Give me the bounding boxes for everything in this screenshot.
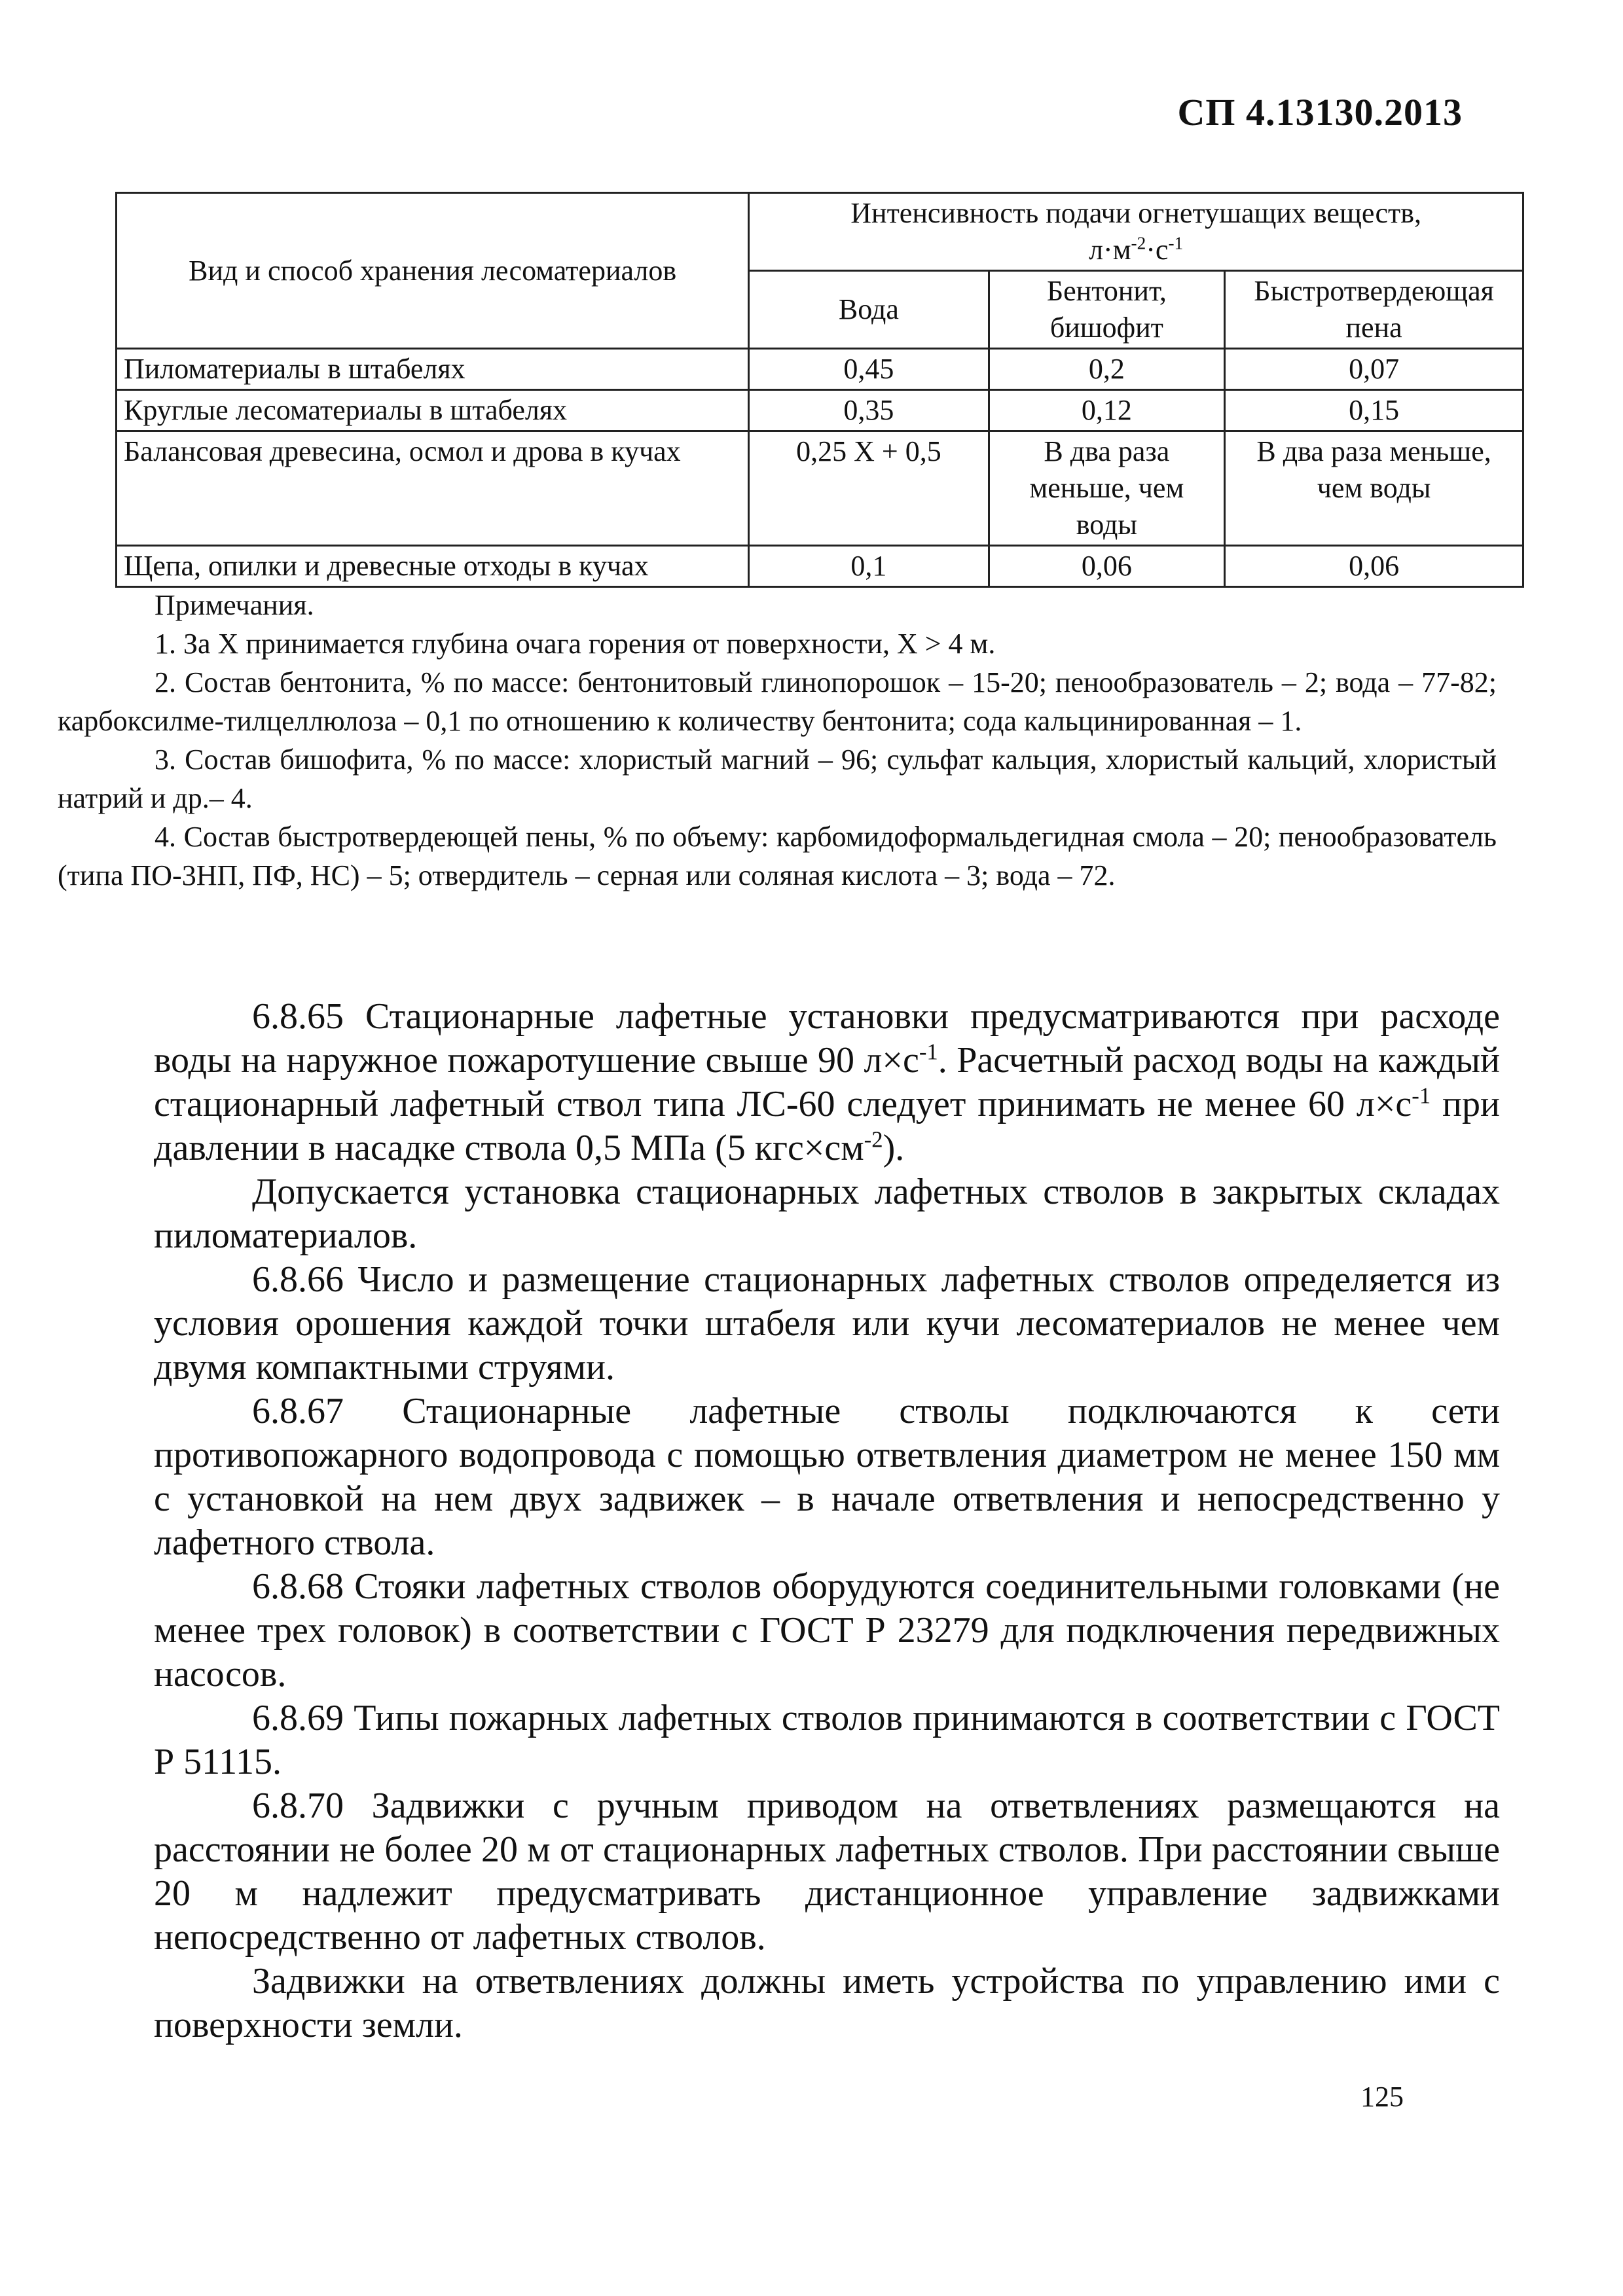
paragraph-6-8-65 (154, 995, 1500, 1170)
note-item: 2. Состав бентонита, % по массе: бентонитовый глинопорошок – 15-20; пенообразователь – 2; вода – 77-82; карбоксилме-тилцеллюлоза – 0,1 по отношению к количеству бентонита; сода кальцинированная – 1. (58, 666, 1497, 737)
note-item: 1. За Х принимается глубина очага горения от поверхности, Х > 4 м. (155, 628, 996, 660)
col-water-header: Вода (749, 271, 989, 349)
intensity-unit-mid: ·с (1146, 234, 1169, 266)
intensity-unit-exp1: -2 (1131, 233, 1146, 253)
table-row (117, 390, 1523, 431)
col-bentonite-header: Бентонит, бишофит (989, 271, 1225, 349)
paragraph-valves: Задвижки на ответвлениях должны иметь устройства по управлению ими с поверхности земли. (154, 1961, 1500, 2045)
table-notes (58, 586, 1497, 895)
row-bentonite: 0,06 (989, 546, 1225, 587)
paragraph-6-8-67: 6.8.67 Стационарные лафетные стволы подключаются к сети противопожарного водопровода с помощью ответвления диаметром не менее 150 мм с установкой на нем двух задвижек – в начале ответвления и непосредственно у лафетного ствола. (154, 1391, 1500, 1563)
row-storage-type: Пиломатериалы в штабелях (117, 349, 749, 390)
row-storage-type: Балансовая древесина, осмол и дрова в кучах (117, 431, 749, 546)
row-bentonite: 0,2 (989, 349, 1225, 390)
document-code: СП 4.13130.2013 (1177, 91, 1463, 134)
p6865-part-c: при давлении в насадке ствола 0,5 МПа (5 кгс×см (154, 1084, 1500, 1168)
p6865-exp1: -1 (919, 1039, 938, 1065)
row-storage-type: Щепа, опилки и древесные отходы в кучах (117, 546, 749, 587)
col-storage-type-header: Вид и способ хранения лесоматериалов (117, 193, 749, 349)
table-header-row (117, 193, 1523, 271)
row-water: 0,25 Х + 0,5 (749, 431, 989, 546)
paragraph-6-8-68: 6.8.68 Стояки лафетных стволов оборудуются соединительными головками (не менее трех головок) в соответствии с ГОСТ Р 23279 для подключения передвижных насосов. (154, 1566, 1500, 1695)
intensity-header (749, 193, 1523, 271)
row-foam: 0,06 (1225, 546, 1523, 587)
note-item: 3. Состав бишофита, % по массе: хлористый магний – 96; сульфат кальция, хлористый кальций, хлористый натрий и др.– 4. (58, 744, 1497, 814)
col-foam-header: Быстротвердеющая пена (1225, 271, 1523, 349)
notes-title: Примечания. (155, 589, 314, 621)
body-text (154, 995, 1500, 2047)
paragraph-6-8-66: 6.8.66 Число и размещение стационарных лафетных стволов определяется из условия орошения каждой точки штабеля или кучи лесоматериалов не менее чем двумя компактными струями. (154, 1259, 1500, 1388)
page-number: 125 (1360, 2081, 1404, 2113)
p6865-part-d: ). (883, 1128, 905, 1168)
p6865-part-a: 6.8.65 Стационарные лафетные установки предусматриваются при расходе воды на наружное пожаротушение свыше 90 л×с (154, 996, 1500, 1081)
table-row (117, 431, 1523, 546)
row-water: 0,35 (749, 390, 989, 431)
row-water: 0,45 (749, 349, 989, 390)
paragraph-6-8-69: 6.8.69 Типы пожарных лафетных стволов принимаются в соответствии с ГОСТ Р 51115. (154, 1698, 1500, 1782)
row-storage-type: Круглые лесоматериалы в штабелях (117, 390, 749, 431)
row-bentonite: 0,12 (989, 390, 1225, 431)
paragraph-6-8-70: 6.8.70 Задвижки с ручным приводом на ответвлениях размещаются на расстоянии не более 20 м от стационарных лафетных стволов. При расстоянии свыше 20 м надлежит предусматривать дистанционное управление задвижками непосредственно от лафетных стволов. (154, 1785, 1500, 1958)
row-foam: 0,15 (1225, 390, 1523, 431)
p6865-part-b: . Расчетный расход воды на каждый стационарный лафетный ствол типа ЛС-60 следует принимать не менее 60 л×с (154, 1040, 1500, 1124)
row-bentonite: В два раза меньше, чем воды (989, 431, 1225, 546)
row-foam: В два раза меньше, чем воды (1225, 431, 1523, 546)
table-row (117, 349, 1523, 390)
table-row (117, 546, 1523, 587)
p6865-exp3: -2 (864, 1126, 883, 1153)
intensity-header-text: Интенсивность подачи огнетушащих веществ, (850, 197, 1421, 229)
row-water: 0,1 (749, 546, 989, 587)
row-foam: 0,07 (1225, 349, 1523, 390)
intensity-table (115, 192, 1524, 588)
paragraph-allowance: Допускается установка стационарных лафетных стволов в закрытых складах пиломатериалов. (154, 1172, 1500, 1256)
intensity-unit-base: л·м (1089, 234, 1131, 266)
p6865-exp2: -1 (1412, 1083, 1431, 1109)
intensity-unit-exp2: -1 (1168, 233, 1184, 253)
note-item: 4. Состав быстротвердеющей пены, % по объему: карбомидоформальдегидная смола – 20; пенообразователь (типа ПО-3НП, ПФ, НС) – 5; отвердитель – серная или соляная кислота – 3; вода – 72. (58, 821, 1497, 891)
